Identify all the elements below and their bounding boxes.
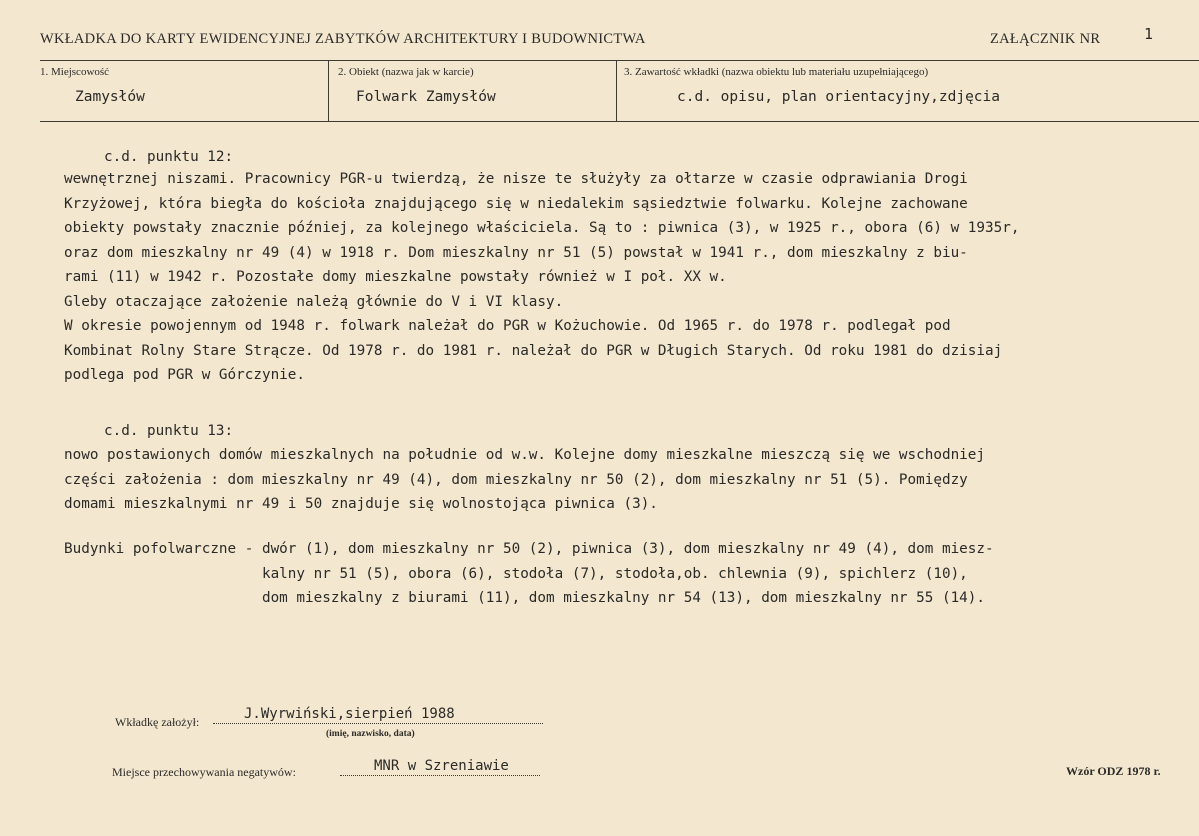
section-12-line: wewnętrznej niszami. Pracownicy PGR-u twierdzą, że nisze te służyły za ołtarze w czasie odprawiania Drogi	[64, 171, 968, 187]
field-divider-2	[616, 60, 617, 121]
field-contents-value: c.d. opisu, plan orientacyjny,zdjęcia	[677, 89, 1001, 105]
section-13-line: nowo postawionych domów mieszkalnych na południe od w.w. Kolejne domy mieszkalne mieszczą się we wschodniej	[64, 447, 985, 463]
annex-number: 1	[1144, 25, 1154, 43]
field-object-label: 2. Obiekt (nazwa jak w karcie)	[338, 66, 474, 78]
buildings-line: kalny nr 51 (5), obora (6), stodoła (7), stodoła,ob. chlewnia (9), spichlerz (10),	[64, 565, 968, 582]
section-13-line: części założenia : dom mieszkalny nr 49 (4), dom mieszkalny nr 50 (2), dom mieszkalny nr 51 (5). Pomiędzy	[64, 471, 968, 488]
section-12-line: Krzyżowej, która biegła do kościoła znajdującego się w niedalekim sąsiedztwie folwarku. Kolejne zachowane	[64, 195, 968, 212]
storage-label: Miejsce przechowywania negatywów:	[112, 765, 296, 779]
annex-label: ZAŁĄCZNIK NR	[990, 31, 1101, 47]
section-12-line: Kombinat Rolny Stare Strącze. Od 1978 r. do 1981 r. należał do PGR w Długich Starych. Od roku 1981 do dzisiaj	[64, 342, 1003, 359]
section-12-line: W okresie powojennym od 1948 r. folwark należał do PGR w Kożuchowie. Od 1965 r. do 1978 r. podlegał pod	[64, 318, 951, 334]
section-12-heading: c.d. punktu 12:	[104, 149, 234, 165]
section-12-line: obiekty powstały znacznie później, za kolejnego właściciela. Są to : piwnica (3), w 1925 r., obora (6) w 1935r,	[64, 220, 1020, 236]
section-12-line: podlega pod PGR w Górczynie.	[64, 367, 306, 383]
field-divider-1	[328, 60, 329, 121]
author-value: J.Wyrwiński,sierpień 1988	[244, 706, 455, 722]
section-12-line: Gleby otaczające założenie należą głównie do V i VI klasy.	[64, 293, 564, 310]
field-contents-label: 3. Zawartość wkładki (nazwa obiektu lub materiału uzupełniającego)	[624, 66, 929, 78]
section-13-heading: c.d. punktu 13:	[104, 423, 234, 439]
header-rule	[40, 60, 1199, 61]
author-hint: (imię, nazwisko, data)	[326, 729, 415, 739]
field-object-value: Folwark Zamysłów	[356, 89, 496, 105]
field-locality-value: Zamysłów	[75, 89, 145, 105]
fields-bottom-rule	[40, 121, 1199, 122]
storage-dotted-line	[340, 775, 540, 776]
section-13-line: domami mieszkalnymi nr 49 i 50 znajduje się wolnostojąca piwnica (3).	[64, 496, 658, 512]
section-12-line: oraz dom mieszkalny nr 49 (4) w 1918 r. Dom mieszkalny nr 51 (5) powstał w 1941 r., dom mieszkalny z biu-	[64, 244, 968, 261]
card-title: WKŁADKA DO KARTY EWIDENCYJNEJ ZABYTKÓW ARCHITEKTURY I BUDOWNICTWA	[40, 31, 646, 47]
storage-value: MNR w Szreniawie	[374, 758, 509, 774]
field-locality-label: 1. Miejscowość	[40, 66, 110, 78]
author-dotted-line	[213, 723, 543, 724]
section-12-line: rami (11) w 1942 r. Pozostałe domy mieszkalne powstały również w I poł. XX w.	[64, 269, 727, 285]
buildings-line: dom mieszkalny z biurami (11), dom mieszkalny nr 54 (13), dom mieszkalny nr 55 (14).	[64, 590, 985, 606]
form-code: Wzór ODZ 1978 r.	[1066, 764, 1161, 778]
author-label: Wkładkę założył:	[115, 715, 200, 729]
buildings-line: Budynki pofolwarczne - dwór (1), dom mieszkalny nr 50 (2), piwnica (3), dom mieszkalny nr 49 (4), dom miesz-	[64, 541, 994, 557]
